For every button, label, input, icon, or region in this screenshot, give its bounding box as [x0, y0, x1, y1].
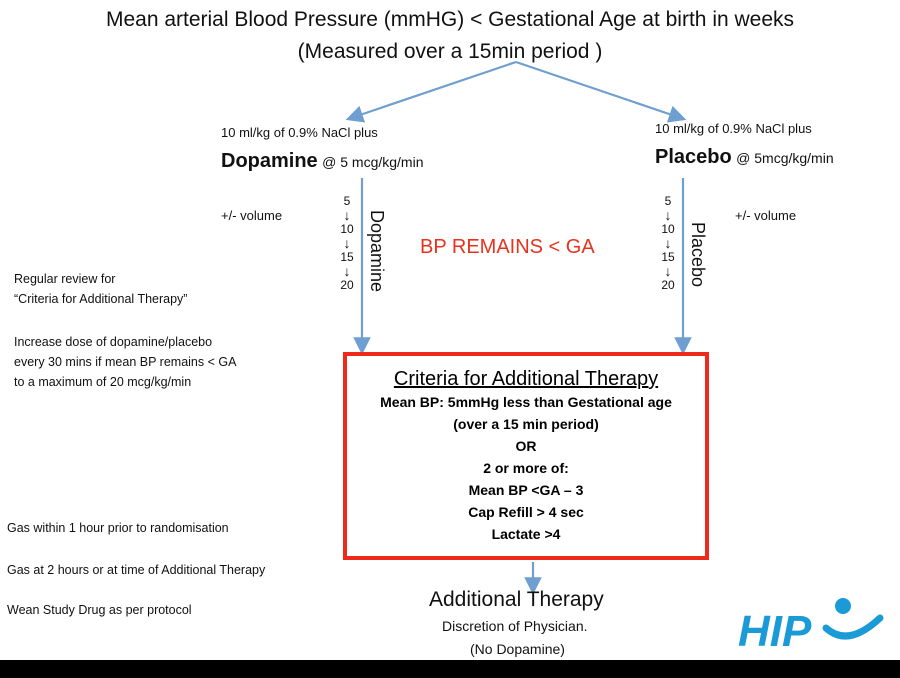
right-intro: 10 ml/kg of 0.9% NaCl plus	[655, 121, 812, 136]
split-arrow-right	[516, 62, 678, 117]
right-step-5: 5	[664, 194, 672, 208]
gas-note-2: Gas at 2 hours or at time of Additional Therapy	[7, 563, 266, 577]
down-arrow-icon: ↓	[343, 207, 351, 223]
right-drug-line	[655, 146, 834, 169]
logo-swoosh-icon	[826, 618, 880, 636]
criteria-box	[343, 352, 709, 560]
criteria-line: Mean BP <GA – 3	[468, 482, 584, 498]
criteria-line: OR	[515, 438, 537, 454]
right-drug-name: Placebo	[655, 146, 732, 168]
logo-text: HIP	[738, 607, 812, 656]
left-drug-line	[221, 150, 424, 173]
right-dose: @ 5mcg/kg/min	[736, 150, 834, 166]
title-line-2: (Measured over a 15min period )	[297, 40, 603, 63]
additional-therapy-line-1: Discretion of Physician.	[442, 618, 588, 634]
additional-therapy-line-2: (No Dopamine)	[470, 641, 565, 657]
right-step-10: 10	[661, 222, 675, 236]
criteria-line: Cap Refill > 4 sec	[468, 504, 584, 520]
down-arrow-icon: ↓	[664, 263, 672, 279]
review-note-line-1: Regular review for	[14, 272, 116, 286]
left-vertical-label: Dopamine	[367, 210, 387, 293]
right-volume: +/- volume	[735, 208, 797, 223]
down-arrow-icon: ↓	[664, 207, 672, 223]
title-line-1: Mean arterial Blood Pressure (mmHG) < Gestational Age at birth in weeks	[105, 8, 795, 31]
logo-dot-icon	[835, 598, 851, 614]
left-dose: @ 5 mcg/kg/min	[322, 154, 424, 170]
right-vertical-label: Placebo	[688, 222, 708, 288]
criteria-line: Mean BP: 5mmHg less than Gestational age	[380, 394, 672, 410]
criteria-line: (over a 15 min period)	[453, 416, 599, 432]
down-arrow-icon: ↓	[343, 235, 351, 251]
criteria-line: 2 or more of:	[483, 460, 569, 476]
review-note-line-2: “Criteria for Additional Therapy”	[14, 292, 188, 306]
right-step-20: 20	[661, 278, 675, 292]
down-arrow-icon: ↓	[664, 235, 672, 251]
criteria-title: Criteria for Additional Therapy	[393, 368, 659, 390]
increase-note-line-3: to a maximum of 20 mcg/kg/min	[14, 375, 192, 389]
left-step-5: 5	[343, 194, 351, 208]
right-step-15: 15	[661, 250, 675, 264]
left-volume: +/- volume	[221, 208, 283, 223]
split-arrow-left	[354, 62, 516, 117]
left-step-10: 10	[340, 222, 354, 236]
down-arrow-icon: ↓	[343, 263, 351, 279]
wean-note: Wean Study Drug as per protocol	[7, 603, 192, 617]
left-step-20: 20	[340, 278, 354, 292]
increase-note-line-1: Increase dose of dopamine/placebo	[14, 335, 213, 349]
gas-note-1: Gas within 1 hour prior to randomisation	[7, 521, 229, 535]
left-steps	[340, 193, 354, 293]
hip-logo	[738, 596, 888, 656]
additional-therapy-title: Additional Therapy	[429, 588, 604, 611]
increase-note-line-2: every 30 mins if mean BP remains < GA	[14, 355, 237, 369]
left-intro: 10 ml/kg of 0.9% NaCl plus	[221, 125, 378, 140]
bp-remains-label: BP REMAINS < GA	[420, 236, 595, 258]
left-drug-name: Dopamine	[221, 150, 318, 172]
left-step-15: 15	[340, 250, 354, 264]
right-steps	[661, 193, 675, 293]
criteria-line: Lactate >4	[491, 526, 561, 542]
